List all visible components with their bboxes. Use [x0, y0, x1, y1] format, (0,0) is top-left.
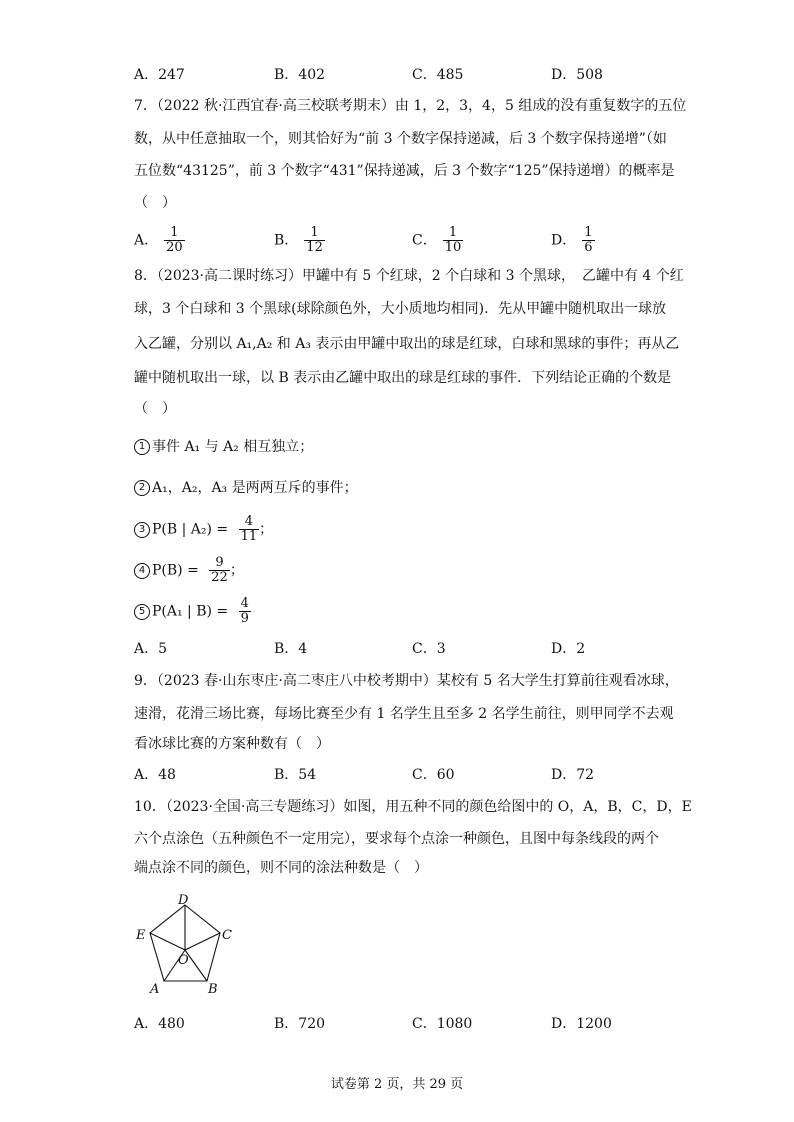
q8-option-b: B．4: [274, 641, 308, 657]
q7-option-a: [134, 226, 185, 255]
q7-option-b: [274, 226, 325, 255]
q8-statement-4: [134, 556, 244, 585]
q7-line-3: 五位数“43125”，前 3 个数字“431”保持递减，后 3 个数字“125”保持递增）的概率是: [134, 163, 675, 179]
q8-options: [134, 638, 694, 658]
circled-number: 3: [134, 522, 150, 538]
q8-line-4: 罐中随机取出一球，以 B 表示由乙罐中取出的球是红球的事件．下列结论正确的个数是: [134, 370, 672, 386]
q7-option-c: [412, 226, 463, 255]
q8-line-1: 8．（2023·高二课时练习）甲罐中有 5 个红球，2 个白球和 3 个黑球， 乙罐中有 4 个红: [134, 268, 684, 284]
denominator: 9: [240, 611, 249, 626]
statement-punct: ；: [259, 521, 274, 538]
q7-option-d: [551, 226, 595, 255]
numerator: 9: [215, 555, 224, 570]
q8-option-c: C．3: [412, 641, 446, 657]
fraction: [239, 515, 260, 544]
label-O: O: [178, 953, 189, 968]
statement-expression: P(B) =: [152, 562, 204, 579]
fraction: [209, 556, 230, 585]
circled-number: 5: [134, 604, 150, 620]
q10-options: [134, 1013, 694, 1033]
label-A: A: [150, 982, 160, 997]
numerator: 1: [448, 225, 458, 240]
denominator: 12: [306, 240, 323, 255]
statement-text: A₁，A₂，A₃ 是两两互斥的事件；: [152, 480, 358, 496]
q10-line-3: 端点涂不同的颜色，则不同的涂法种数是（ ）: [134, 860, 428, 876]
q9-option-a: A．48: [134, 767, 176, 783]
denominator: 20: [166, 240, 183, 255]
numerator: 4: [240, 596, 249, 611]
fraction: [239, 597, 251, 626]
q10-line-1: 10．（2023·全国·高三专题练习）如图，用五种不同的颜色给图中的 O，A，B，C，D，E: [134, 799, 692, 815]
circled-number: 2: [134, 480, 150, 496]
q8-statement-3: [134, 515, 273, 544]
statement-expression: P(B | A₂) =: [152, 521, 233, 538]
option-label: D．: [551, 232, 577, 249]
option-label: B．: [274, 232, 299, 249]
fraction: [164, 226, 185, 255]
q10-option-a: A．480: [134, 1016, 185, 1032]
circled-number: 4: [134, 563, 150, 579]
q9-option-d: D．72: [551, 767, 595, 783]
label-E: E: [136, 928, 146, 943]
q10-line-2: 六个点涂色（五种颜色不一定用完），要求每个点涂一种颜色，且图中每条线段的两个: [134, 831, 659, 847]
statement-expression: P(A₁ | B) =: [152, 603, 233, 620]
q7-line-2: 数，从中任意抽取一个，则其恰好为“前 3 个数字保持递减，后 3 个数字保持递增”（如: [134, 131, 667, 147]
q8-line-3: 入乙罐，分别以 A₁,A₂ 和 A₃ 表示由甲罐中取出的球是红球，白球和黑球的事件；再从乙: [134, 336, 680, 352]
fraction: [304, 226, 325, 255]
page-footer: 试卷第 2 页，共 29 页: [330, 1077, 464, 1092]
q6-option-a: A．247: [134, 67, 185, 83]
segment-OE: [150, 933, 185, 950]
q9-options: [134, 764, 694, 784]
q9-line-2: 速滑，花滑三场比赛，每场比赛至少有 1 名学生且至多 2 名学生前往，则甲同学不去观: [134, 706, 674, 722]
denominator: 11: [240, 529, 258, 544]
q9-line-1: 9．（2023 春·山东枣庄·高二枣庄八中校考期中）某校有 5 名大学生打算前往观看冰球，: [134, 673, 679, 689]
label-D: D: [178, 893, 189, 908]
q8-answer-bracket: （ ）: [134, 401, 176, 417]
q7-options: [134, 226, 694, 260]
q6-options: [134, 64, 694, 84]
q8-option-d: D．2: [551, 641, 586, 657]
circled-number: 1: [134, 439, 150, 455]
fraction: [443, 226, 464, 255]
option-label: A．: [134, 232, 159, 249]
denominator: 6: [584, 240, 593, 255]
numerator: 1: [584, 225, 593, 240]
q9-line-3: 看冰球比赛的方案种数有（ ）: [134, 736, 330, 752]
denominator: 22: [211, 570, 228, 585]
q8-option-a: A．5: [134, 641, 168, 657]
pentagon-figure: [130, 893, 240, 998]
q8-line-2: 球，3 个白球和 3 个黑球(球除颜色外，大小质地均相同)．先从甲罐中随机取出一球放: [134, 301, 667, 317]
q7-line-1: 7．（2022 秋·江西宜春·高三校联考期末）由 1，2，3，4，5 组成的没有重复数字的五位: [134, 98, 687, 114]
option-label: C．: [412, 232, 437, 249]
label-C: C: [222, 928, 232, 943]
q6-option-b: B．402: [274, 67, 326, 83]
q10-option-d: D．1200: [551, 1016, 612, 1032]
statement-punct: ；: [229, 562, 244, 579]
label-B: B: [208, 982, 218, 997]
denominator: 10: [444, 240, 462, 255]
q8-statement-1: [134, 436, 313, 458]
numerator: 1: [310, 225, 319, 240]
numerator: 1: [170, 225, 179, 240]
q8-statement-5: [134, 597, 251, 626]
fraction: [582, 226, 594, 255]
q9-option-c: C．60: [412, 767, 455, 783]
q10-option-b: B．720: [274, 1016, 326, 1032]
q9-option-b: B．54: [274, 767, 317, 783]
segment-OC: [185, 933, 220, 950]
q6-option-c: C．485: [412, 67, 464, 83]
q10-option-c: C．1080: [412, 1016, 473, 1032]
statement-text: 事件 A₁ 与 A₂ 相互独立；: [152, 439, 314, 455]
numerator: 4: [244, 514, 254, 529]
q6-option-d: D．508: [551, 67, 603, 83]
q8-statement-2: [134, 477, 358, 499]
q7-answer-bracket: （ ）: [134, 195, 176, 211]
